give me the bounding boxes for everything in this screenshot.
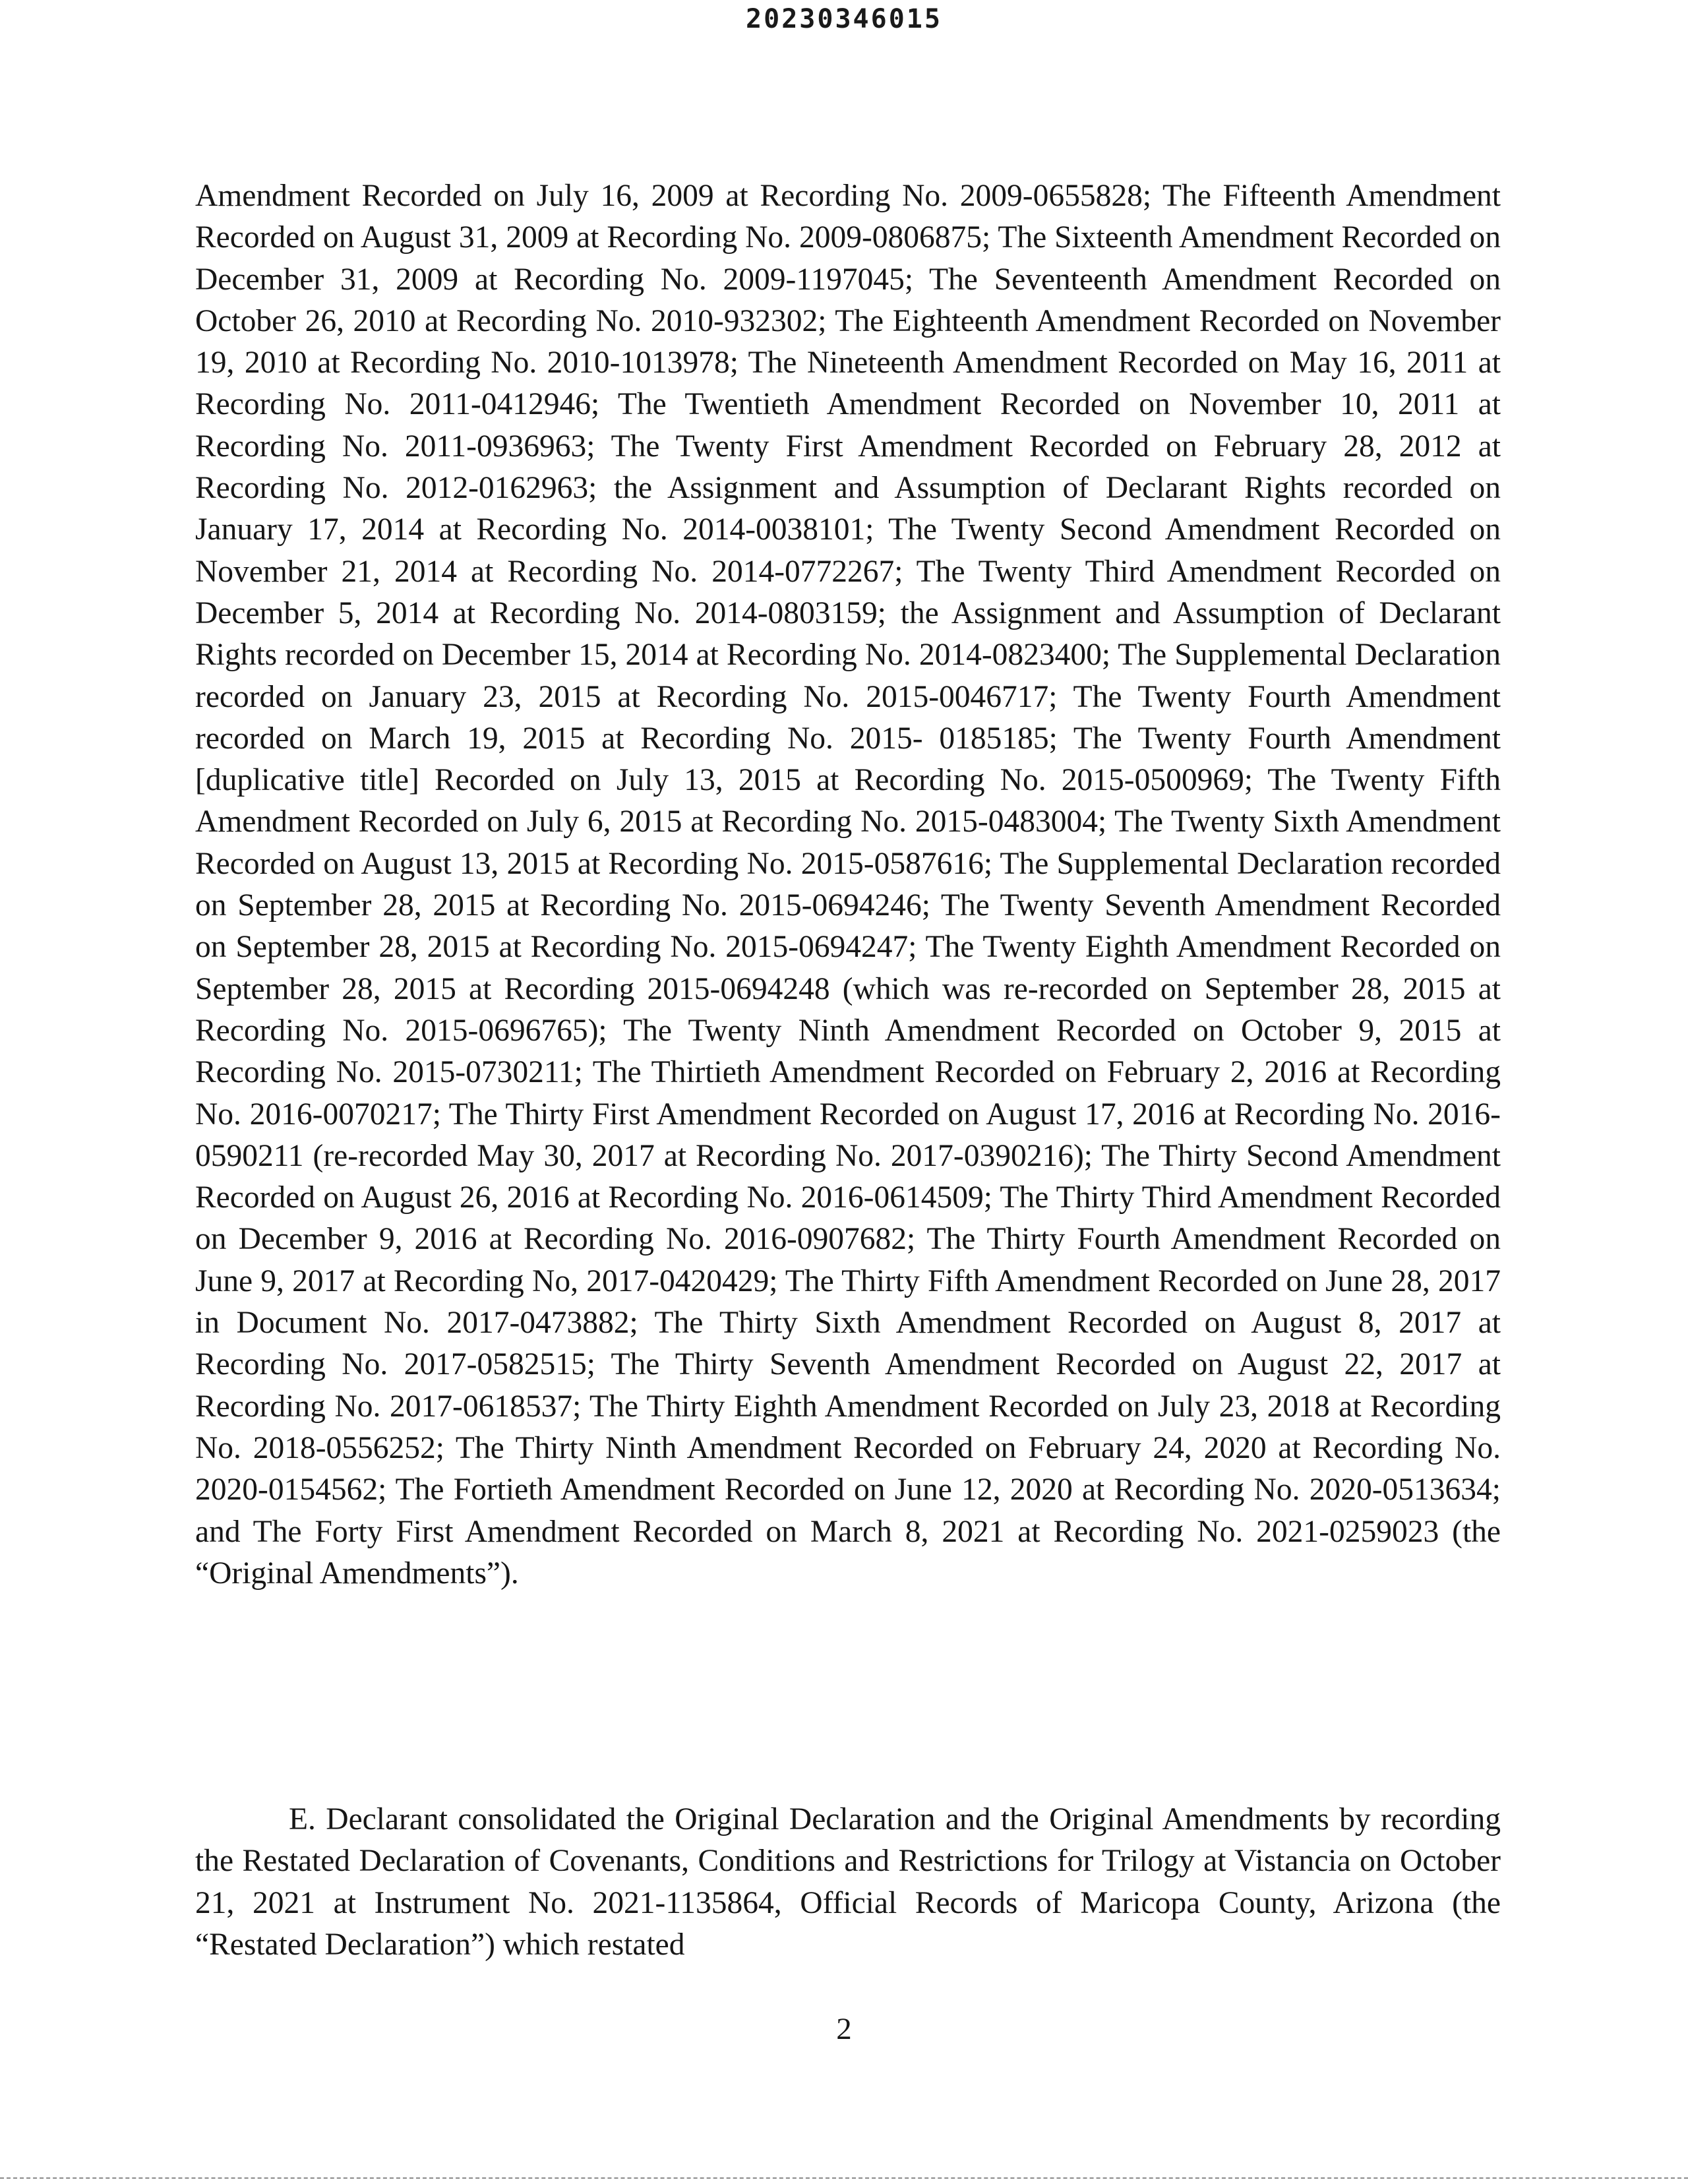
section-e-paragraph: E. Declarant consolidated the Original Declaration and the Original Amendments by recording the Restated Declaration of Covenants, Conditions and Restrictions for Trilogy at Vistancia on October 21, 2021 at Instrument No. 2021-1135864, Official Records of Maricopa County, Arizona (the “Restated Declaration”) which restated: [195, 1802, 1501, 1962]
amendments-paragraph: Amendment Recorded on July 16, 2009 at Recording No. 2009-0655828; The Fifteenth Amendment Recorded on August 31, 2009 at Recording No. 2009-0806875; The Sixteenth Amendment Recorded on December 31, 2009 at Recording No. 2009-1197045; The Seventeenth Amendment Recorded on October 26, 2010 at Recording No. 2010-932302; The Eighteenth Amendment Recorded on November 19, 2010 at Recording No. 2010-1013978; The Nineteenth Amendment Recorded on May 16, 2011 at Recording No. 2011-0412946; The Twentieth Amendment Recorded on November 10, 2011 at Recording No. 2011-0936963; The Twenty First Amendment Recorded on February 28, 2012 at Recording No. 2012-0162963; the Assignment and Assumption of Declarant Rights recorded on January 17, 2014 at Recording No. 2014-0038101; The Twenty Second Amendment Recorded on November 21, 2014 at Recording No. 2014-0772267; The Twenty Third Amendment Recorded on December 5, 2014 at Recording No. 2014-0803159; the Assignment and Assumption of Declarant Rights recorded on December 15, 2014 at Recording No. 2014-0823400; The Supplemental Declaration recorded on January 23, 2015 at Recording No. 2015-0046717; The Twenty Fourth Amendment recorded on March 19, 2015 at Recording No. 2015- 0185185; The Twenty Fourth Amendment [duplicative title] Recorded on July 13, 2015 at Recording No. 2015-0500969; The Twenty Fifth Amendment Recorded on July 6, 2015 at Recording No. 2015-0483004; The Twenty Sixth Amendment Recorded on August 13, 2015 at Recording No. 2015-0587616; The Supplemental Declaration recorded on September 28, 2015 at Recording No. 2015-0694246; The Twenty Seventh Amendment Recorded on September 28, 2015 at Recording No. 2015-0694247; The Twenty Eighth Amendment Recorded on September 28, 2015 at Recording 2015-0694248 (which was re-recorded on September 28, 2015 at Recording No. 2015-0696765); The Twenty Ninth Amendment Recorded on October 9, 2015 at Recording No. 2015-0730211; The Thirtieth Amendment Recorded on February 2, 2016 at Recording No. 2016-0070217; The Thirty First Amendment Recorded on August 17, 2016 at Recording No. 2016-0590211 (re-recorded May 30, 2017 at Recording No. 2017-0390216); The Thirty Second Amendment Recorded on August 26, 2016 at Recording No. 2016-0614509; The Thirty Third Amendment Recorded on December 9, 2016 at Recording No. 2016-0907682; The Thirty Fourth Amendment Recorded on June 9, 2017 at Recording No, 2017-0420429; The Thirty Fifth Amendment Recorded on June 28, 2017 in Document No. 2017-0473882; The Thirty Sixth Amendment Recorded on August 8, 2017 at Recording No. 2017-0582515; The Thirty Seventh Amendment Recorded on August 22, 2017 at Recording No. 2017-0618537; The Thirty Eighth Amendment Recorded on July 23, 2018 at Recording No. 2018-0556252; The Thirty Ninth Amendment Recorded on February 24, 2020 at Recording No. 2020-0154562; The Fortieth Amendment Recorded on June 12, 2020 at Recording No. 2020-0513634; and The Forty First Amendment Recorded on March 8, 2021 at Recording No. 2021-0259023 (the “Original Amendments”).: [195, 179, 1501, 1591]
page-number: 2: [836, 2012, 852, 2046]
document-number: 20230346015: [746, 4, 942, 34]
scan-edge-divider: [0, 2177, 1688, 2179]
